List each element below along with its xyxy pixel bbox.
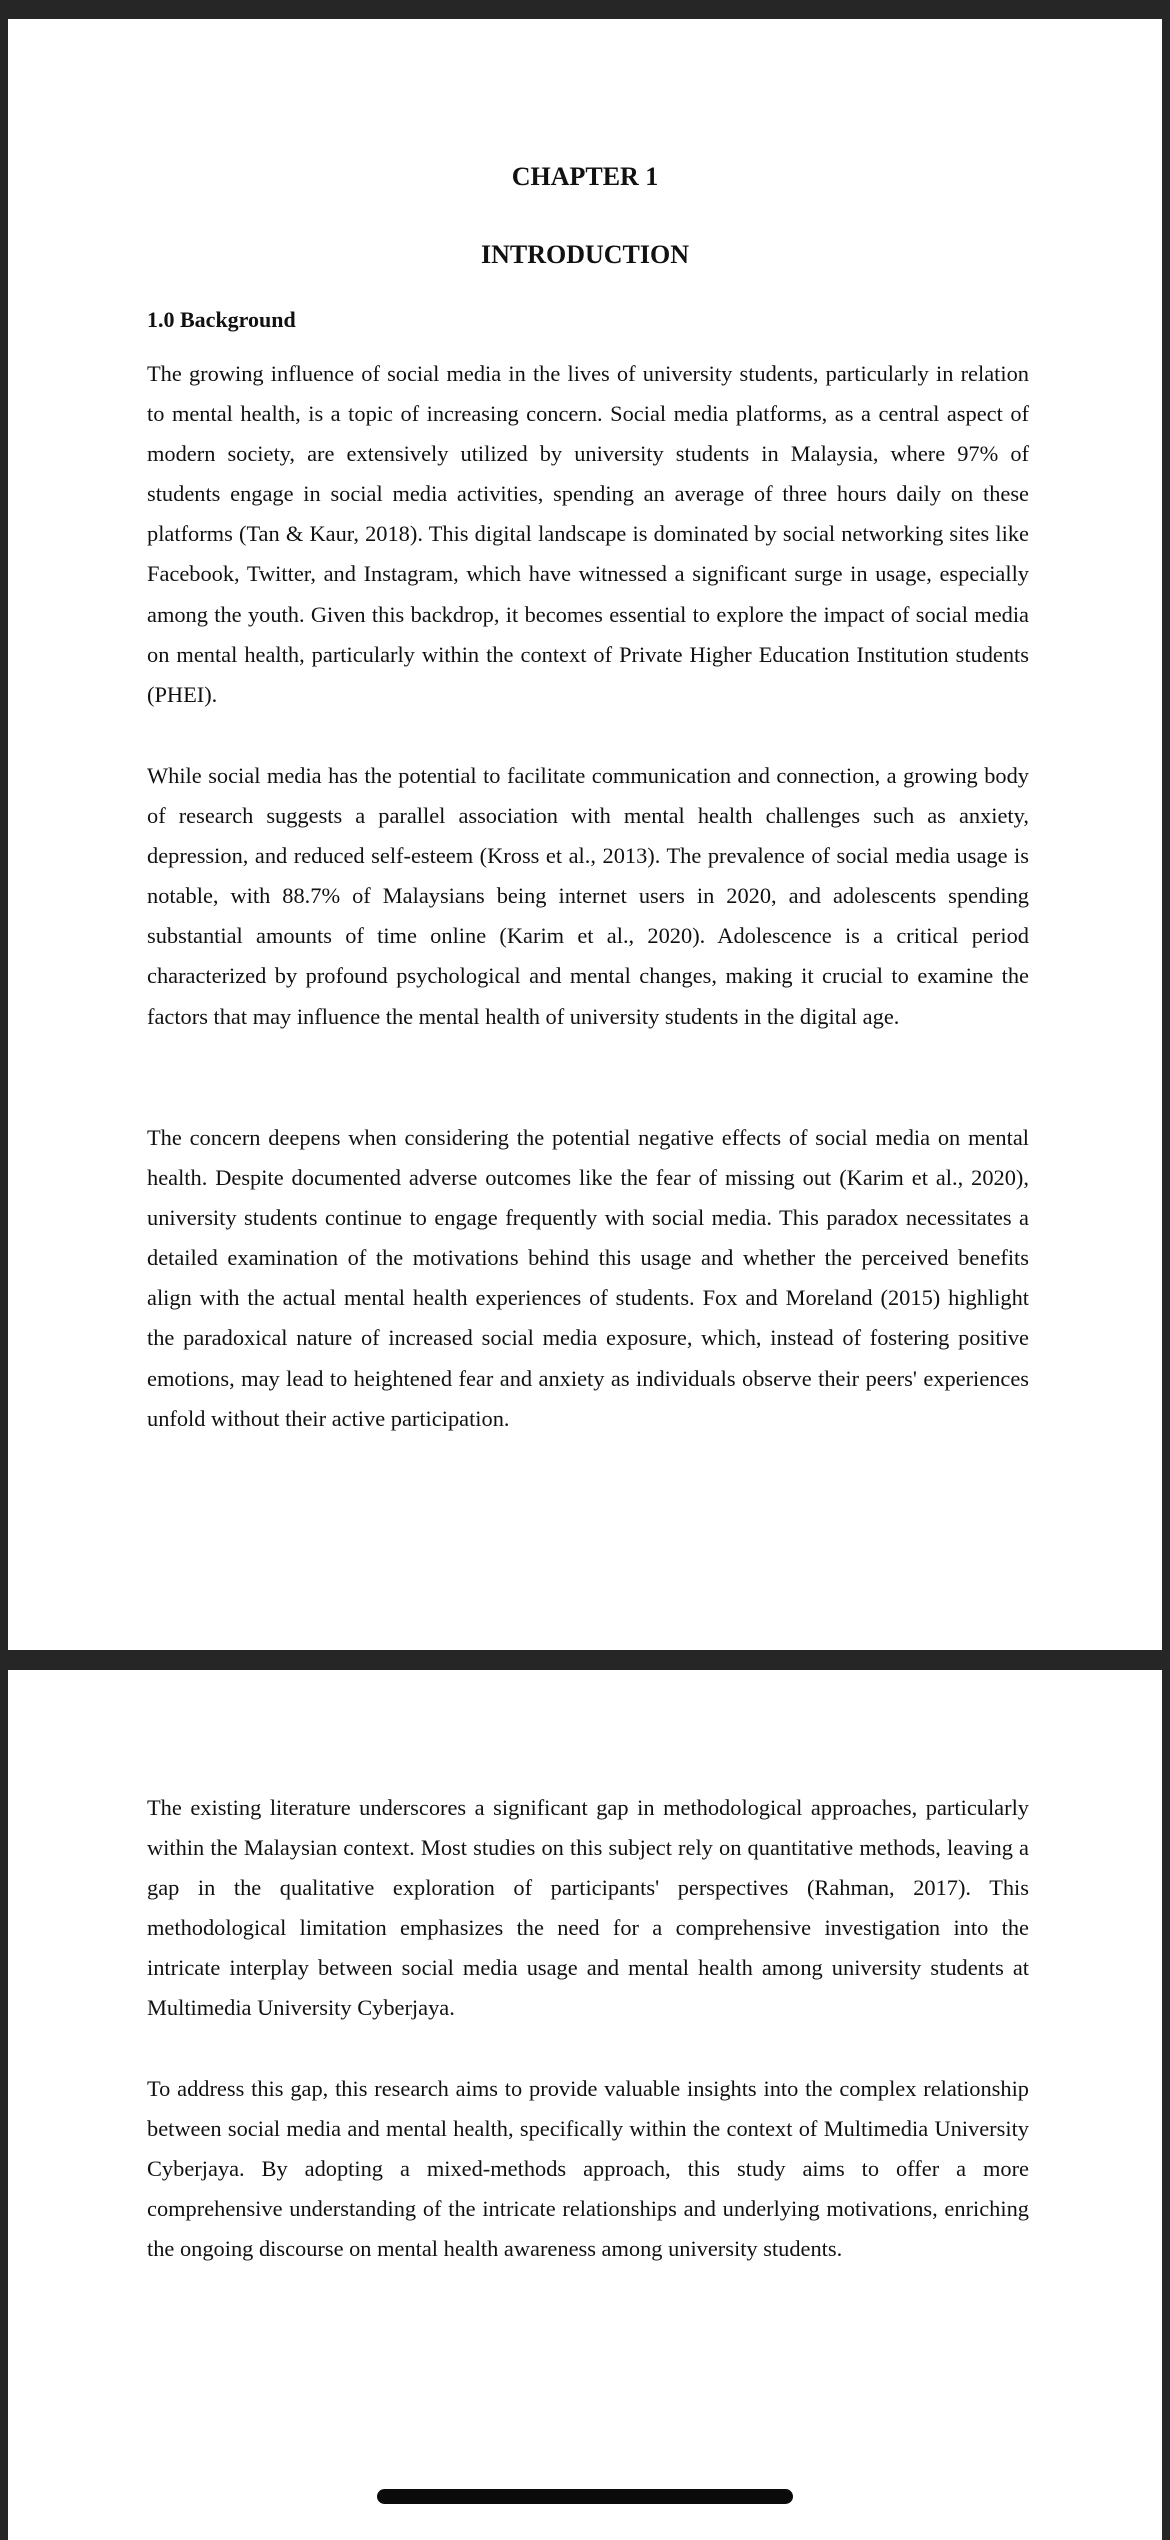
paragraph-3: The concern deepens when considering the potential negative effects of social media on mental health. Despite documented adverse outcomes like the fear of missing out (Karim et al., 2020), university students continue to engage frequently with social media. This paradox necessitates a detailed examination of the motivations behind this usage and whether the perceived benefits align with the actual mental health experiences of students. Fox and Moreland (2015) highlight the paradoxical nature of increased social media exposure, which, instead of fostering positive emotions, may lead to heightened fear and anxiety as individuals observe their peers' experiences unfold without their active participation. bbox=[147, 1125, 1029, 1431]
chapter-title: INTRODUCTION bbox=[480, 240, 690, 269]
chapter-label: CHAPTER 1 bbox=[511, 162, 659, 191]
section-heading: 1.0 Background bbox=[147, 307, 296, 332]
top-bar bbox=[0, 0, 1170, 19]
paragraph-4: The existing literature underscores a significant gap in methodological approaches, particularly within the Malaysian context. Most studies on this subject rely on quantitative methods, leaving a gap in the qualitative exploration of participants' perspectives (Rahman, 2017). This methodological limitation emphasizes the need for a comprehensive investigation into the intricate interplay between social media usage and mental health among university students at Multimedia University Cyberjaya. bbox=[147, 1795, 1029, 2021]
home-indicator[interactable] bbox=[377, 2489, 793, 2504]
paragraph-5: To address this gap, this research aims to provide valuable insights into the complex relationship between social media and mental health, specifically within the context of Multimedia University Cyberjaya. By adopting a mixed-methods approach, this study aims to offer a more comprehensive understanding of the intricate relationships and underlying motivations, enriching the ongoing discourse on mental health awareness among university students. bbox=[147, 2076, 1029, 2262]
paragraph-2: While social media has the potential to facilitate communication and connection, a growing body of research suggests a parallel association with mental health challenges such as anxiety, depression, and reduced self-esteem (Kross et al., 2013). The prevalence of social media usage is notable, with 88.7% of Malaysians being internet users in 2020, and adolescents spending substantial amounts of time online (Karim et al., 2020). Adolescence is a critical period characterized by profound psychological and mental changes, making it crucial to examine the factors that may influence the mental health of university students in the digital age. bbox=[147, 763, 1029, 1029]
paragraph-1: The growing influence of social media in the lives of university students, particularly in relation to mental health, is a topic of increasing concern. Social media platforms, as a central aspect of modern society, are extensively utilized by university students in Malaysia, where 97% of students engage in social media activities, spending an average of three hours daily on these platforms (Tan & Kaur, 2018). This digital landscape is dominated by social networking sites like Facebook, Twitter, and Instagram, which have witnessed a significant surge in usage, especially among the youth. Given this backdrop, it becomes essential to explore the impact of social media on mental health, particularly within the context of Private Higher Education Institution students (PHEI). bbox=[147, 361, 1029, 707]
document-page-1[interactable] bbox=[8, 19, 1162, 1650]
document-page-2[interactable] bbox=[8, 1670, 1162, 2540]
